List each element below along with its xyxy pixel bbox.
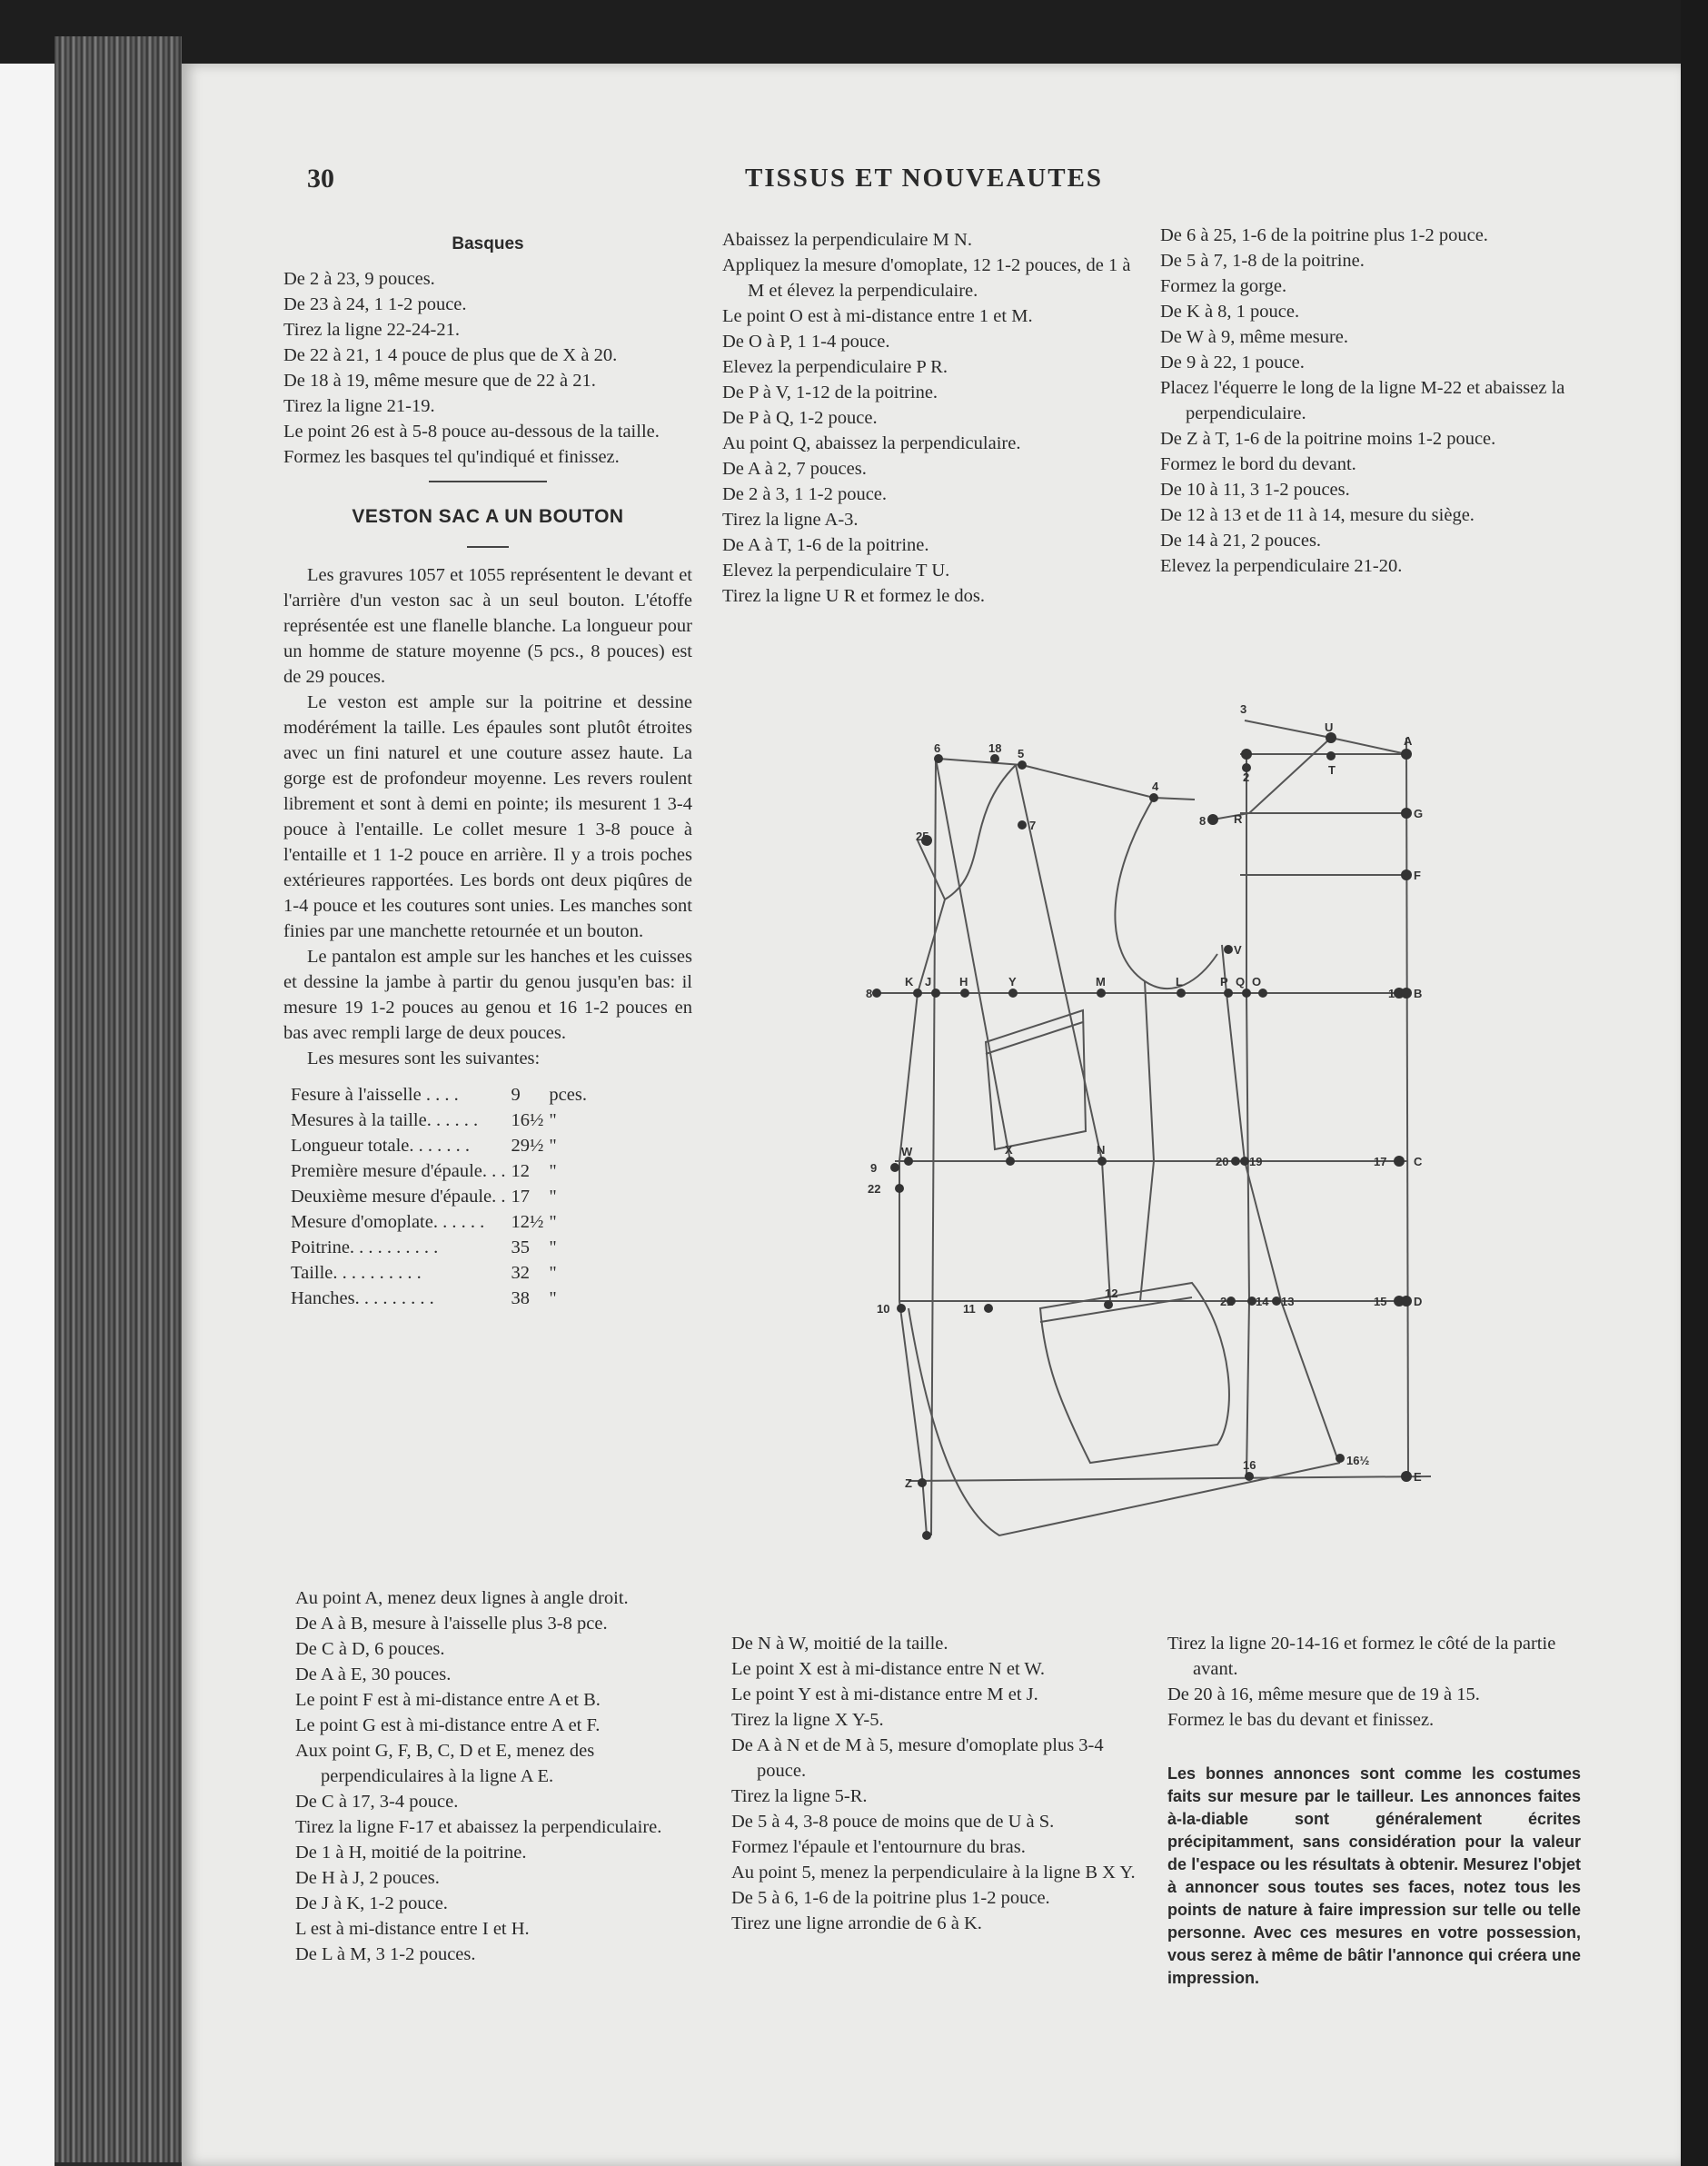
instruction-line: De A à B, mesure à l'aisselle plus 3-8 pce. (295, 1614, 608, 1634)
instruction-line: De 2 à 3, 1 1-2 pouce. (722, 484, 888, 504)
instruction-line: De 23 à 24, 1 1-2 pouce. (283, 294, 467, 314)
instruction-line: De A à 2, 7 pouces. (722, 459, 867, 479)
page-stack-edge (55, 36, 182, 2162)
table-row: Longueur totale. . . . . . . 29½ " (291, 1136, 557, 1156)
divider (429, 481, 547, 482)
point-label: B (1414, 987, 1423, 1000)
table-row: Taille. . . . . . . . . . 32 " (291, 1263, 557, 1283)
point-label: M (1096, 975, 1106, 989)
instruction-line: De P à Q, 1-2 pouce. (722, 408, 878, 428)
instruction-line: De 5 à 6, 1-6 de la poitrine plus 1-2 pouce. (731, 1888, 1050, 1908)
instruction-line: Formez l'épaule et l'entournure du bras. (731, 1837, 1026, 1857)
instruction-line: De 12 à 13 et de 11 à 14, mesure du siège. (1160, 505, 1475, 525)
instruction-line: Aux point G, F, B, C, D et E, menez des perpendiculaires à la ligne A E. (295, 1741, 595, 1786)
instruction-line: De 22 à 21, 1 4 pouce de plus que de X à 20. (283, 345, 618, 365)
section-title: VESTON SAC A UN BOUTON (352, 506, 624, 527)
point-label: 17 (1374, 1155, 1387, 1168)
instruction-line: De 2 à 23, 9 pouces. (283, 269, 435, 289)
instruction-line: De H à J, 2 pouces. (295, 1868, 440, 1888)
line-a-e (1406, 738, 1408, 1476)
instruction-line: De K à 8, 1 pouce. (1160, 302, 1300, 322)
point-label: Z (905, 1476, 912, 1490)
running-title: TISSUS ET NOUVEAUTES (745, 164, 1104, 193)
instruction-line: De P à V, 1-12 de la poitrine. (722, 383, 938, 402)
instruction-line: Elevez la perpendiculaire P R. (722, 357, 948, 377)
point-label: 3 (1240, 702, 1247, 716)
page-header (0, 164, 1708, 200)
instruction-line: Tirez la ligne X Y-5. (731, 1710, 884, 1730)
instruction-line: Appliquez la mesure d'omoplate, 12 1-2 pouces, de 1 à M et élevez la perpendiculaire. (722, 255, 1131, 301)
instruction-line: De 20 à 16, même mesure que de 19 à 15. (1167, 1684, 1480, 1704)
guide-5-x (1016, 765, 1110, 1301)
table-row: Hanches. . . . . . . . . 38 " (291, 1288, 557, 1308)
point-label: U (1325, 720, 1334, 734)
paragraph: Les gravures 1057 et 1055 représentent le devant et l'arrière d'un veston sac à un seul bouton. L'étoffe représentée est une flanelle blanche. La longueur pour un homme de stature moyenne (5 pcs., 8 pouces) est de 29 pouces. (283, 565, 692, 687)
point-label: D (1414, 1295, 1423, 1308)
point-label: 7 (1029, 819, 1037, 832)
instruction-line: De W à 9, même mesure. (1160, 327, 1349, 347)
point-label: 14 (1256, 1295, 1269, 1308)
column-3-bottom (1167, 1631, 1585, 1733)
instruction-line: Tirez la ligne 22-24-21. (283, 320, 460, 340)
instruction-line: De C à 17, 3-4 pouce. (295, 1792, 459, 1812)
instruction-line: Le point 26 est à 5-8 pouce au-dessous de la taille. (283, 422, 660, 442)
point-label: 10 (877, 1302, 890, 1316)
instruction-line: Tirez une ligne arrondie de 6 à K. (731, 1913, 982, 1933)
point-label: E (1414, 1470, 1422, 1484)
table-row: Fesure à l'aisselle . . . . 9 pces. (291, 1085, 587, 1105)
instruction-line: Le point O est à mi-distance entre 1 et M. (722, 306, 1033, 326)
instruction-line: De A à N et de M à 5, mesure d'omoplate plus 3-4 pouce. (731, 1735, 1104, 1781)
point-label: A (1404, 734, 1413, 748)
table-row: Poitrine. . . . . . . . . . 35 " (291, 1237, 557, 1257)
instruction-line: De A à E, 30 pouces. (295, 1664, 452, 1684)
instruction-line: De 9 à 22, 1 pouce. (1160, 353, 1305, 373)
instruction-line: Au point Q, abaissez la perpendiculaire. (722, 433, 1021, 453)
point-label: 13 (1281, 1295, 1295, 1308)
advertising-note: Les bonnes annonces sont comme les costumes faits sur mesure par le tailleur. Les annonces faites à-la-diable sont généralement écrites précipitamment, sans considération pour la valeur de l'espace ou les résultats à obtenir. Mesurez l'objet à annoncer sous toutes ses faces, notez tous les points de nature à faire impression sur telle ou telle personne. Avec ces mesures en votre possession, vous serez à même de bâtir l'annonce qui créera une impression. (1167, 1764, 1581, 1987)
instruction-line: Placez l'équerre le long de la ligne M-22 et abaissez la perpendiculaire. (1160, 378, 1565, 423)
instruction-line: De 6 à 25, 1-6 de la poitrine plus 1-2 pouce. (1160, 225, 1488, 245)
instruction-line: De 10 à 11, 3 1-2 pouces. (1160, 480, 1350, 500)
paragraph: Le veston est ample sur la poitrine et dessine modérément la taille. Les épaules sont plutôt étroites avec un fini naturel et une couture assez haute. La gorge est de profondeur moyenne. Les revers roulent librement et sont à demi en pointe; ils mesurent 1 3-4 pouce à l'entaille. Le collet mesure 1 3-8 pouce à l'entaille et 1 1-2 pouce en arrière. Il y a trois poches extérieures rapportées. Les bords ont deux piqûres de 1-4 pouce et les coutures sont unies. Les manches sont finies par une manchette retournée et un bouton. (283, 692, 692, 941)
back-shoulder-line (1213, 738, 1331, 820)
instruction-line: De 1 à H, moitié de la poitrine. (295, 1843, 527, 1863)
column-1-top (283, 232, 692, 1331)
point-label: L (1176, 975, 1183, 989)
point-label: 21 (1220, 1295, 1234, 1308)
point-label: H (959, 975, 968, 989)
point-label: 8 (866, 987, 873, 1000)
point-label: V (1234, 943, 1242, 957)
guide-6 (936, 759, 1010, 1161)
instruction-line: Au point 5, menez la perpendiculaire à la ligne B X Y. (731, 1863, 1136, 1883)
instruction-line: Au point A, menez deux lignes à angle droit. (295, 1588, 629, 1608)
point-label: G (1414, 807, 1424, 820)
point-label: 11 (963, 1302, 976, 1316)
instruction-line: De Z à T, 1-6 de la poitrine moins 1-2 pouce. (1160, 429, 1496, 449)
divider (467, 546, 509, 548)
point-label: X (1005, 1143, 1013, 1157)
lapel-line (918, 840, 945, 899)
breast-pocket (986, 1010, 1086, 1149)
instruction-line: Elevez la perpendiculaire T U. (722, 561, 950, 581)
point-label: 6 (934, 741, 941, 755)
point-label: 18 (988, 741, 1002, 755)
instruction-line: Tirez la ligne A-3. (722, 510, 859, 530)
instruction-line: Le point Y est à mi-distance entre M et J. (731, 1684, 1038, 1704)
point-label: 5 (1018, 747, 1025, 760)
background-top (0, 0, 1708, 64)
instruction-line: De 14 à 21, 2 pouces. (1160, 531, 1322, 551)
back-side-seam (1222, 945, 1337, 1458)
instruction-line: De C à D, 6 pouces. (295, 1639, 445, 1659)
instruction-line: De L à M, 3 1-2 pouces. (295, 1944, 476, 1964)
point-label: 19 (1249, 1155, 1263, 1168)
instruction-line: De A à T, 1-6 de la poitrine. (722, 535, 929, 555)
point-label: O (1252, 975, 1262, 989)
instruction-line: Le point F est à mi-distance entre A et B. (295, 1690, 601, 1710)
instruction-line: Formez le bord du devant. (1160, 454, 1356, 474)
back-center-line (1246, 754, 1249, 1476)
point-label: 1 (1388, 987, 1395, 1000)
column-3-top (1160, 223, 1578, 579)
instruction-line: Tirez la ligne 21-19. (283, 396, 435, 416)
front-hem (909, 1308, 1340, 1535)
paragraph: Le pantalon est ample sur les hanches et les cuisses et dessine la jambe à partir du genou jusqu'en bas: il mesure 19 1-2 pouces au genou et 16 1-2 pouces en bas avec rempli large de deux pouces. (283, 947, 692, 1043)
page-number: 30 (307, 164, 334, 194)
instruction-line: De O à P, 1 1-4 pouce. (722, 332, 890, 352)
point-label: W (901, 1145, 913, 1158)
instruction-line: De N à W, moitié de la taille. (731, 1634, 948, 1654)
section-heading-basques: Basques (452, 234, 524, 253)
instruction-line: De J à K, 1-2 pouce. (295, 1893, 448, 1913)
instruction-line: Abaissez la perpendiculaire M N. (722, 230, 972, 250)
column-1-bottom (295, 1585, 704, 1967)
table-row: Première mesure d'épaule. . . 12 " (291, 1161, 557, 1181)
table-row: Deuxième mesure d'épaule. . 17 " (291, 1187, 557, 1207)
instruction-line: Elevez la perpendiculaire 21-20. (1160, 556, 1403, 576)
measurements-table (291, 1082, 592, 1311)
instruction-line: Tirez la ligne F-17 et abaissez la perpendiculaire. (295, 1817, 662, 1837)
instruction-line: De 18 à 19, même mesure que de 22 à 21. (283, 371, 596, 391)
point-label: 2 (1243, 770, 1250, 784)
instruction-line: Tirez la ligne 5-R. (731, 1786, 868, 1806)
point-label: 15 (1374, 1295, 1387, 1308)
point-label: Y (1008, 975, 1017, 989)
column-2-top (722, 227, 1140, 609)
point-label: C (1414, 1155, 1423, 1168)
point-label: 4 (1152, 780, 1159, 793)
paragraph: Les mesures sont les suivantes: (307, 1048, 541, 1068)
point-label: 12 (1105, 1287, 1118, 1300)
point-label: K (905, 975, 914, 989)
point-label: 22 (868, 1182, 881, 1196)
line-e (909, 1476, 1431, 1481)
book-edge-left (0, 0, 55, 2166)
instruction-line: Formez les basques tel qu'indiqué et finissez. (283, 447, 620, 467)
point-label: 16 (1243, 1458, 1256, 1472)
point-label: J (925, 975, 932, 989)
instruction-line: Le point X est à mi-distance entre N et W. (731, 1659, 1045, 1679)
instruction-line: De 5 à 4, 3-8 pouce de moins que de U à S. (731, 1812, 1055, 1832)
background-right (1681, 0, 1708, 2166)
diagram-labels (866, 702, 1423, 1490)
point-label: 16½ (1346, 1454, 1370, 1467)
table-row: Mesure d'omoplate. . . . . . 12½ " (291, 1212, 557, 1232)
lower-pocket (1040, 1283, 1229, 1463)
instruction-line: Le point G est à mi-distance entre A et F. (295, 1715, 601, 1735)
point-label: 9 (870, 1161, 878, 1175)
pattern-diagram (854, 691, 1454, 1581)
side-seam (1140, 981, 1154, 1301)
point-label: R (1234, 812, 1243, 826)
instruction-line: Tirez la ligne 20-14-16 et formez le côté de la partie avant. (1167, 1634, 1556, 1679)
point-label: F (1414, 869, 1421, 882)
point-label: 20 (1216, 1155, 1229, 1168)
point-label: P (1220, 975, 1228, 989)
instruction-line: Formez le bas du devant et finissez. (1167, 1710, 1435, 1730)
table-row: Mesures à la taille. . . . . . 16½ " (291, 1110, 557, 1130)
instruction-line: Tirez la ligne U R et formez le dos. (722, 586, 986, 606)
point-label: 25 (916, 830, 929, 843)
instruction-line: Formez la gorge. (1160, 276, 1287, 296)
instruction-line: De 5 à 7, 1-8 de la poitrine. (1160, 251, 1365, 271)
column-2-bottom (731, 1631, 1149, 1936)
point-label: Q (1236, 975, 1246, 989)
point-label: 8 (1199, 814, 1207, 828)
instruction-line: L est à mi-distance entre I et H. (295, 1919, 530, 1939)
point-label: N (1097, 1143, 1106, 1157)
point-label: T (1328, 763, 1336, 777)
